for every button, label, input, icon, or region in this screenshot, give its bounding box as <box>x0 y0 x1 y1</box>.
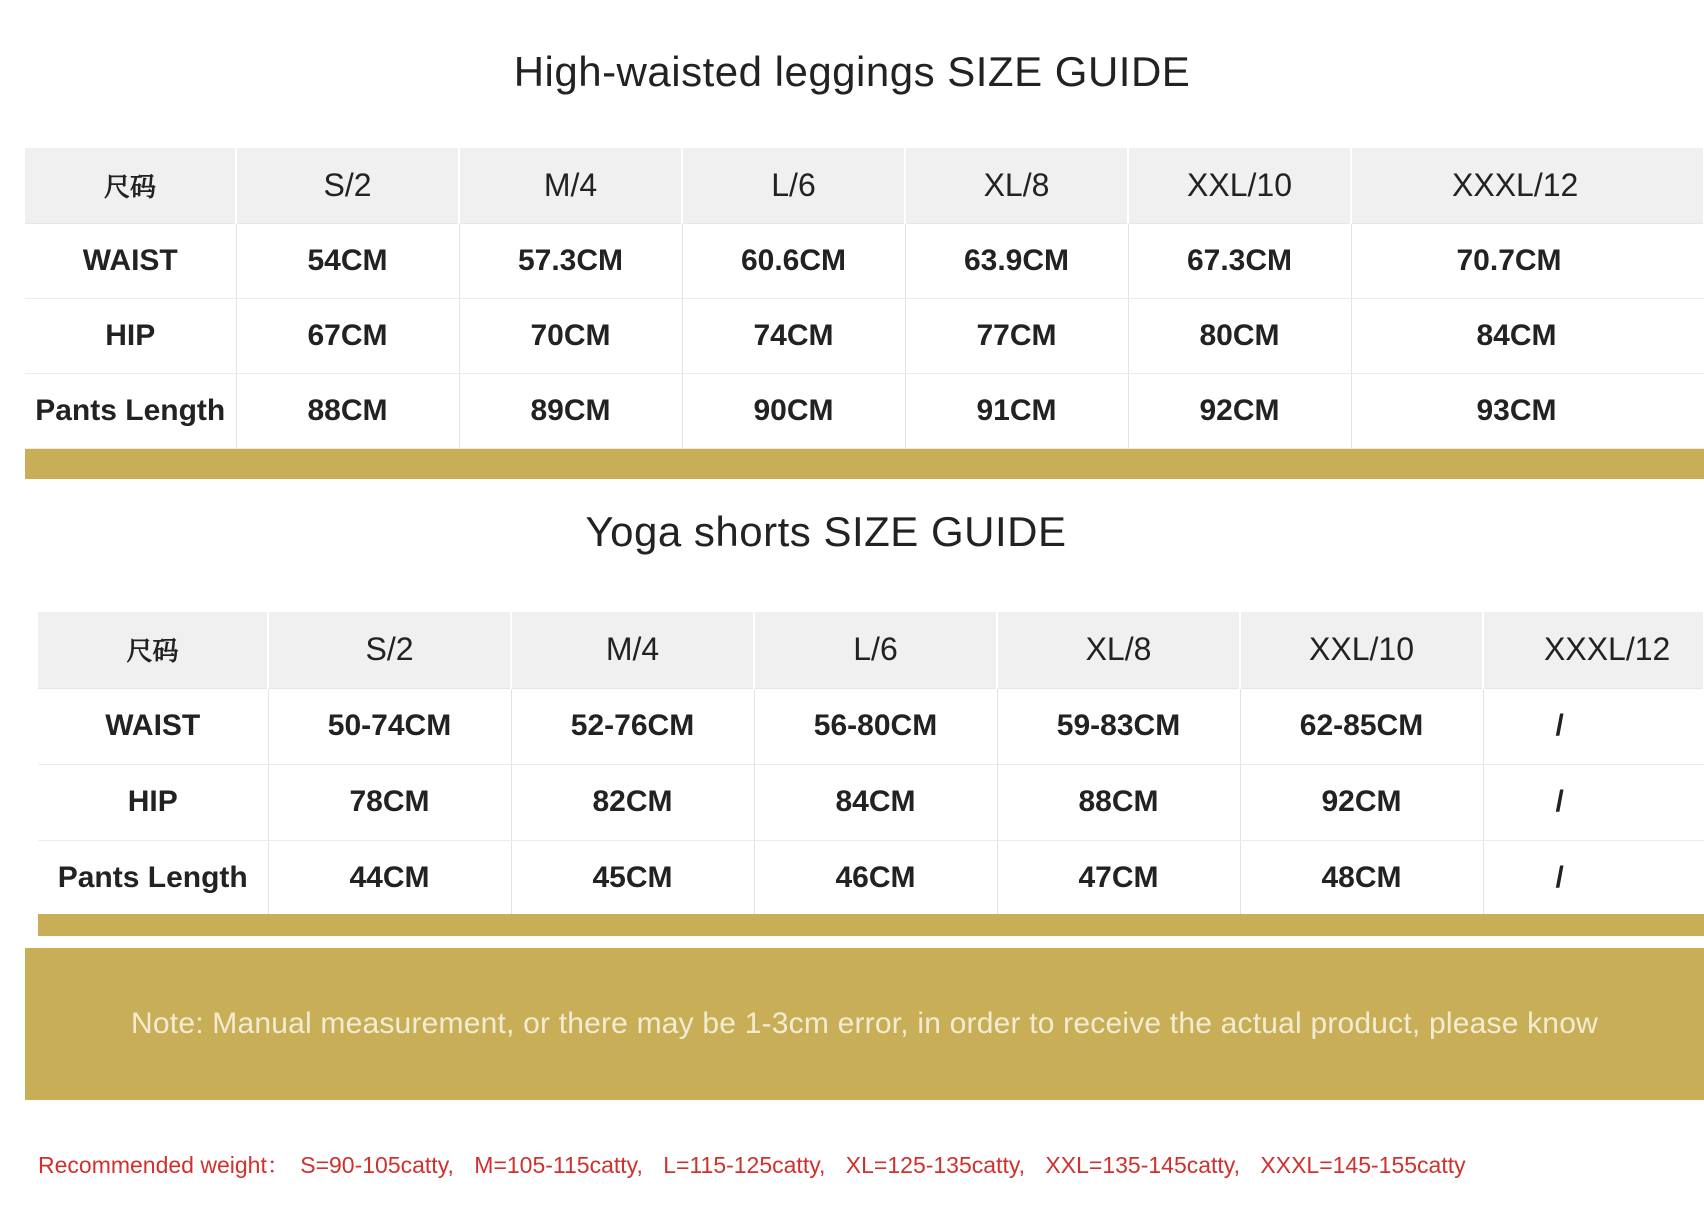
table-cell: 60.6CM <box>682 223 905 298</box>
header-cell: L/6 <box>754 612 997 688</box>
table-cell: 89CM <box>459 373 682 448</box>
row-label: HIP <box>38 764 268 840</box>
table-cell: 82CM <box>511 764 754 840</box>
row-label: HIP <box>25 298 236 373</box>
table-cell: 50-74CM <box>268 688 511 764</box>
table-cell: 67CM <box>236 298 459 373</box>
weight-label: Recommended weight： <box>38 1152 290 1178</box>
header-cell: XXL/10 <box>1240 612 1483 688</box>
table-row <box>25 223 1704 298</box>
table-cell: 47CM <box>997 840 1240 916</box>
measurement-note: Note: Manual measurement, or there may be 1-3cm error, in order to receive the actual product, please know <box>131 1007 1598 1040</box>
header-cell: L/6 <box>682 148 905 223</box>
table-cell: 91CM <box>905 373 1128 448</box>
recommended-weight <box>38 1147 1480 1180</box>
note-banner <box>25 948 1704 1100</box>
table-cell: 74CM <box>682 298 905 373</box>
header-cell-size: 尺码 <box>25 148 236 223</box>
shorts-size-guide-title: Yoga shorts SIZE GUIDE <box>585 508 1067 555</box>
leggings-size-table <box>25 148 1704 449</box>
header-cell: XXXL/12 <box>1351 148 1704 223</box>
row-label: Pants Length <box>38 840 268 916</box>
table-cell: 80CM <box>1128 298 1351 373</box>
table-row <box>25 298 1704 373</box>
table-cell: 63.9CM <box>905 223 1128 298</box>
header-cell: XL/8 <box>997 612 1240 688</box>
divider-bar <box>38 914 1704 936</box>
table-header-row <box>25 148 1704 223</box>
table-cell: 70.7CM <box>1351 223 1704 298</box>
table-cell: 57.3CM <box>459 223 682 298</box>
weight-item: XXXL=145-155catty <box>1260 1152 1466 1178</box>
leggings-size-guide-title: High-waisted leggings SIZE GUIDE <box>513 48 1191 95</box>
row-label: Pants Length <box>25 373 236 448</box>
weight-item: L=115-125catty, <box>663 1152 826 1178</box>
header-cell: S/2 <box>236 148 459 223</box>
table-cell: 92CM <box>1240 764 1483 840</box>
table-cell: 52-76CM <box>511 688 754 764</box>
table-cell: 44CM <box>268 840 511 916</box>
weight-item: XXL=135-145catty, <box>1045 1152 1240 1178</box>
table-cell: 90CM <box>682 373 905 448</box>
header-cell: XXL/10 <box>1128 148 1351 223</box>
table-row <box>38 840 1704 916</box>
weight-item: M=105-115catty, <box>474 1152 643 1178</box>
table-cell: 88CM <box>236 373 459 448</box>
table-row <box>25 373 1704 448</box>
table-cell: 84CM <box>754 764 997 840</box>
table-cell: 46CM <box>754 840 997 916</box>
table-cell: 59-83CM <box>997 688 1240 764</box>
table-cell: 67.3CM <box>1128 223 1351 298</box>
table-cell: 48CM <box>1240 840 1483 916</box>
header-cell: M/4 <box>511 612 754 688</box>
table-cell: 93CM <box>1351 373 1704 448</box>
header-cell-size: 尺码 <box>38 612 268 688</box>
table-cell: 84CM <box>1351 298 1704 373</box>
header-cell: XXXL/12 <box>1483 612 1704 688</box>
table-cell: 45CM <box>511 840 754 916</box>
row-label: WAIST <box>38 688 268 764</box>
table-cell: 88CM <box>997 764 1240 840</box>
table-cell: / <box>1483 840 1704 916</box>
shorts-size-table <box>38 612 1704 917</box>
table-cell: 70CM <box>459 298 682 373</box>
table-cell: / <box>1483 688 1704 764</box>
table-cell: / <box>1483 764 1704 840</box>
weight-item: XL=125-135catty, <box>845 1152 1026 1178</box>
header-cell: S/2 <box>268 612 511 688</box>
divider-bar <box>25 449 1704 479</box>
table-cell: 62-85CM <box>1240 688 1483 764</box>
table-cell: 77CM <box>905 298 1128 373</box>
table-row <box>38 688 1704 764</box>
header-cell: M/4 <box>459 148 682 223</box>
table-cell: 78CM <box>268 764 511 840</box>
table-cell: 54CM <box>236 223 459 298</box>
table-row <box>38 764 1704 840</box>
row-label: WAIST <box>25 223 236 298</box>
weight-item: S=90-105catty, <box>300 1152 454 1178</box>
table-cell: 92CM <box>1128 373 1351 448</box>
table-cell: 56-80CM <box>754 688 997 764</box>
header-cell: XL/8 <box>905 148 1128 223</box>
table-header-row <box>38 612 1704 688</box>
